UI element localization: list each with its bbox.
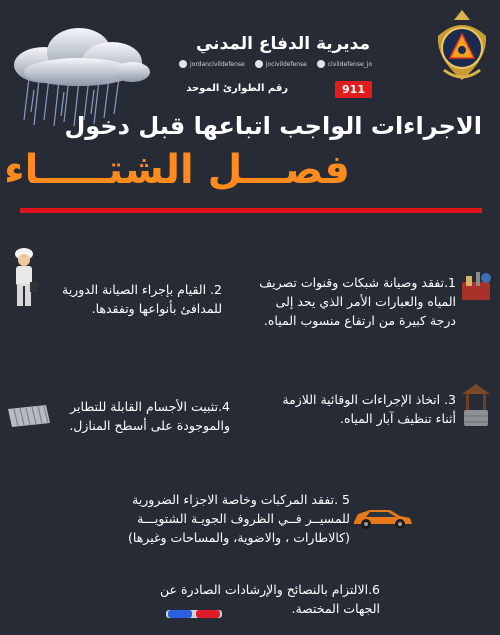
hotline-number[interactable]: 911 [335, 81, 372, 98]
list-item-5: 5 .تفقد المركبات وخاصة الاجزاء الضرورية للمسيــر فــي الظروف الجويـة الشتويـــة (كالاطارات ، والاضوية، والمساحات وغيرها) [128, 492, 350, 545]
social-twitter[interactable]: jocivildefense [255, 60, 307, 68]
car-icon [350, 504, 414, 530]
well-icon [460, 382, 492, 428]
list-item-4: 4.تثبيت الأجسام القابلة للتطاير والموجودة على أسطح المنازل. [69, 399, 230, 433]
list-item-6: 6.الالتزام بالنصائح والإرشادات الصادرة عن الجهات المختصة. [160, 582, 380, 616]
list-item-2: 2. القيام بإجراء الصيانة الدورية للمدافئ بأنواعها وتفقدها. [62, 282, 222, 316]
social-instagram[interactable]: civildefense_jo [317, 60, 372, 68]
tools-icon [458, 268, 494, 304]
siren-icon [166, 606, 222, 620]
social-handles [179, 60, 372, 68]
instagram-icon [317, 60, 325, 68]
civil-defense-emblem-icon [430, 6, 494, 86]
hotline-label: رقم الطوارئ الموحد [186, 83, 288, 94]
org-name: مديرية الدفاع المدني [195, 34, 370, 54]
list-item-1: 1.تفقد وصيانة شبكات وقنوات تصريف المياه والعبارات الأمر الذي يحد إلى درجة كبيرة من ارتفاع منسوب المياه. [259, 275, 456, 328]
roof-sheet-icon [6, 403, 52, 429]
page-subtitle: فصـــل الشتـــــاء [4, 147, 350, 193]
title-divider [20, 208, 482, 213]
social-facebook[interactable]: jordancivildefense [179, 60, 245, 68]
facebook-icon [179, 60, 187, 68]
twitter-icon [255, 60, 263, 68]
page-title: الاجراءات الواجب اتباعها قبل دخول [64, 112, 482, 140]
list-item-3: 3. اتخاذ الإجراءات الوقائية اللازمة أثناء تنظيف آبار المياه. [282, 392, 456, 426]
